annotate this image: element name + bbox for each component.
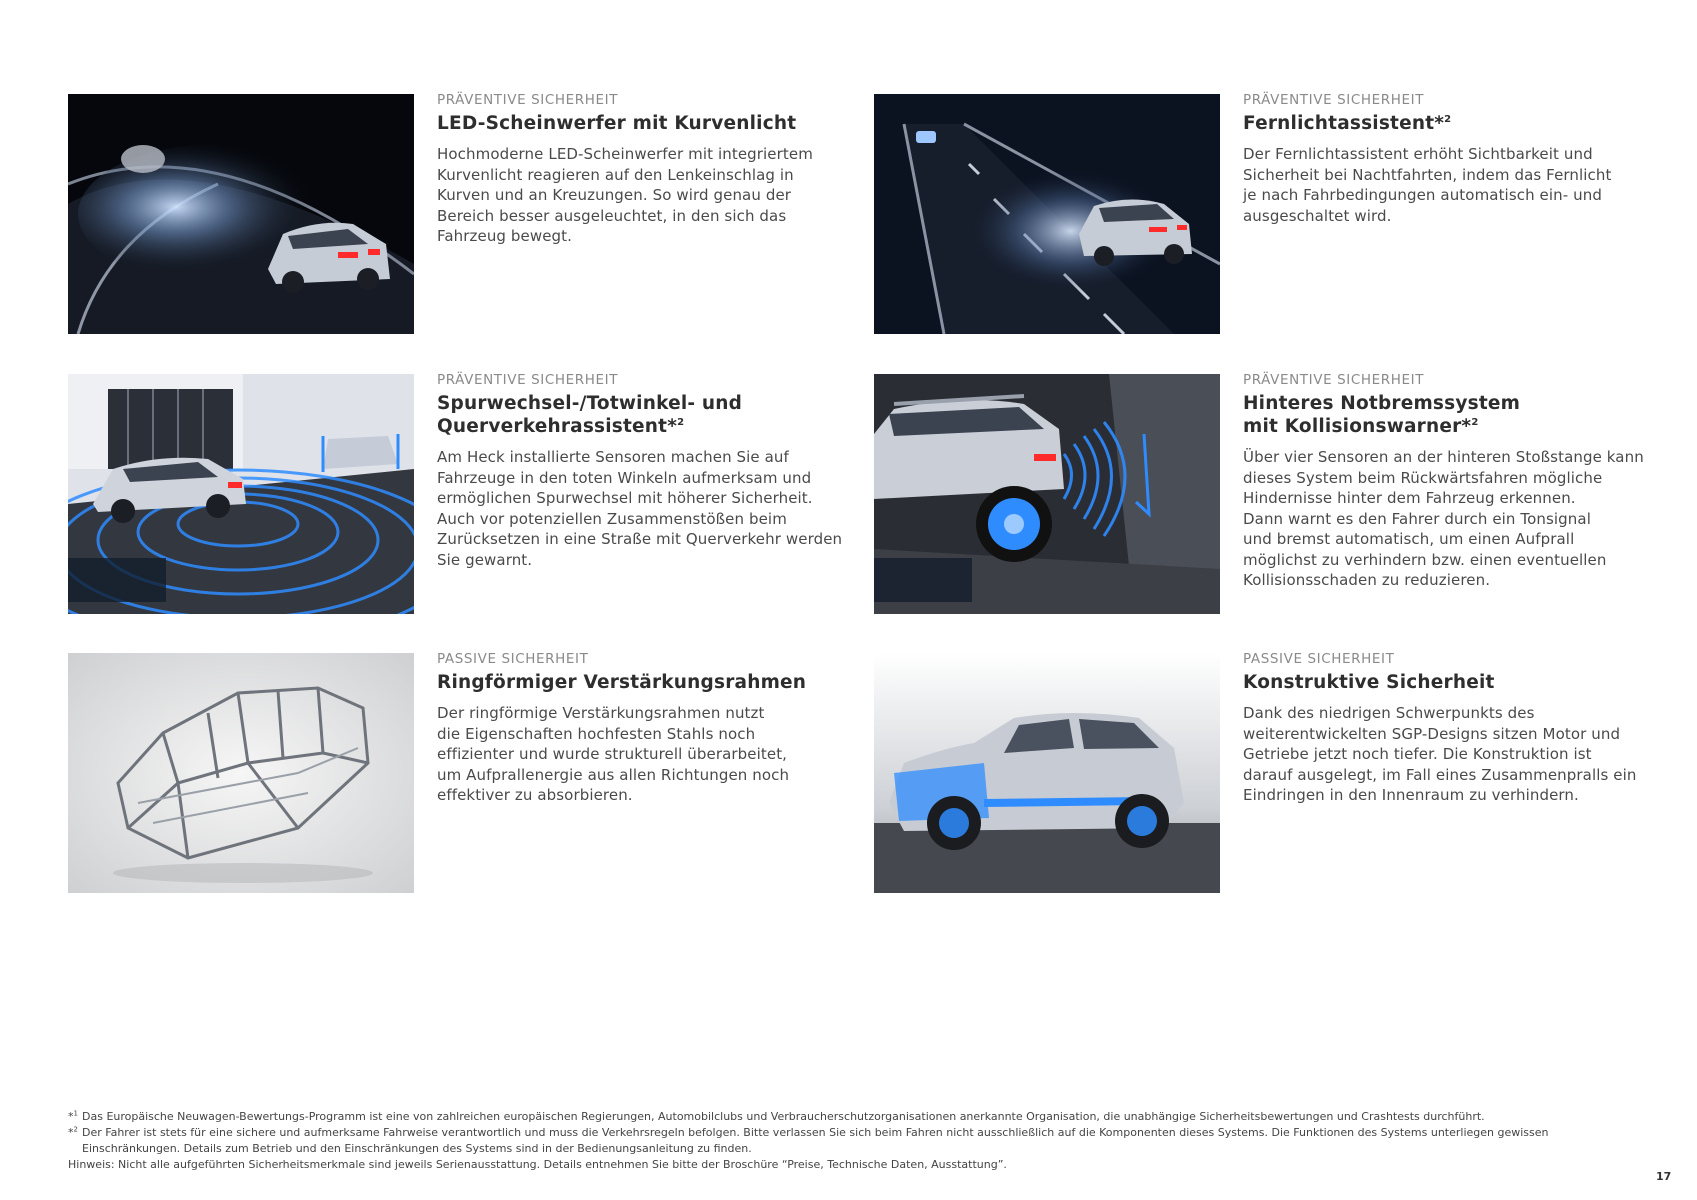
feature-led-headlights [68, 94, 868, 334]
alert-icons-badge [68, 558, 166, 602]
led-headlights-image [68, 94, 414, 334]
equipment-note: Hinweis: Nicht alle aufgeführten Sicherheitsmerkmale sind jeweils Serienausstattung. Details entnehmen Sie bitte der Broschüre “Preise, Technische Daten, Ausstattung”. [68, 1158, 1007, 1171]
feature-description: Der ringförmige Verstärkungsrahmen nutzt die Eigenschaften hochfesten Stahls noch effizienter und wurde strukturell überarbeitet, um Aufprallenergie aus allen Richtungen noch effektiver zu absorbieren. [437, 704, 790, 804]
feature-description: Der Fernlichtassistent erhöht Sichtbarkeit und Sicherheit bei Nachtfahrten, indem das Fernlicht je nach Fahrbedingungen automatisch ein- und ausgeschaltet wird. [1243, 145, 1612, 225]
feature-category: PASSIVE SICHERHEIT [437, 651, 589, 667]
feature-title: Ringförmiger Verstärkungsrahmen [437, 672, 807, 693]
blind-spot-assist-image [68, 374, 414, 614]
feature-description: Über vier Sensoren an der hinteren Stoßstange kann dieses System beim Rückwärtsfahren mögliche Hindernisse hinter dem Fahrzeug erkennen. Dann warnt es den Fahrer durch ein Tonsignal und bremst automatisch, um einen Aufprall möglichst zu verhindern bzw. einen eventuellen Kollisionsschaden zu reduzieren. [1243, 448, 1644, 589]
feature-description: Am Heck installierte Sensoren machen Sie auf Fahrzeuge in den toten Winkeln aufmerksam und ermöglichen Spurwechsel mit höherer Sicherheit. Auch vor potenziellen Zusammenstößen beim Zurücksetzen in eine Straße mit Querverkehr werden Sie gewarnt. [437, 448, 843, 569]
feature-title: Konstruktive Sicherheit [1243, 672, 1495, 693]
feature-high-beam-assist [874, 94, 1674, 334]
feature-title: Spurwechsel-/Totwinkel- und Querverkehrassistent*$^2$ [437, 393, 743, 437]
reverse-braking-image [874, 374, 1220, 614]
feature-title: Hinteres Notbremssystem mit Kollisionswarner*$^2$ [1243, 393, 1521, 437]
alert-icons-badge [874, 558, 972, 602]
feature-description: Dank des niedrigen Schwerpunkts des weiterentwickelten SGP-Designs sitzen Motor und Getriebe jetzt noch tiefer. Die Konstruktion ist darauf ausgelegt, im Fall eines Zusammenpralls ein Eindringen in den Innenraum zu verhindern. [1243, 704, 1637, 804]
feature-structural-safety [874, 653, 1674, 893]
feature-category: PRÄVENTIVE SICHERHEIT [1243, 92, 1425, 108]
car-cutaway-illustration [874, 653, 1220, 893]
high-beam-assist-image [874, 94, 1220, 334]
footnote-1: *$^1$ Das Europäische Neuwagen-Bewertungs-Programm ist eine von zahlreichen europäischen Regierungen, Automobilclubs und Verbraucherschutzorganisationen anerkannte Organisation, die unabhängige Sicherheitsbewertungen und Crashtests durchführt. [68, 1109, 1485, 1123]
footnotes [68, 1109, 1638, 1173]
feature-category: PRÄVENTIVE SICHERHEIT [1243, 372, 1425, 388]
feature-category: PRÄVENTIVE SICHERHEIT [437, 92, 619, 108]
night-road-car-illustration [874, 94, 1220, 334]
feature-category: PRÄVENTIVE SICHERHEIT [437, 372, 619, 388]
feature-blind-spot-assist [68, 374, 868, 614]
feature-category: PASSIVE SICHERHEIT [1243, 651, 1395, 667]
structural-safety-image [874, 653, 1220, 893]
feature-description: Hochmoderne LED-Scheinwerfer mit integriertem Kurvenlicht reagieren auf den Lenkeinschlag in Kurven und an Kreuzungen. So wird genau der Bereich besser ausgeleuchtet, in den sich das Fahrzeug bewegt. [437, 145, 813, 245]
footnote-2: *$^2$ Der Fahrer ist stets für eine sichere und aufmerksame Fahrweise verantwortlich und muss die Verkehrsregeln befolgen. Bitte verlassen Sie sich beim Fahren nicht ausschließlich auf die Komponenten dieses Systems. Die Funktionen des Systems unterliegen gewissen Einschränkungen. Details zum Betrieb und den Einschränkungen des Systems sind in der Bedienungsanleitung zu finden. [68, 1125, 1549, 1155]
feature-title: LED-Scheinwerfer mit Kurvenlicht [437, 113, 797, 134]
night-curve-car-illustration [68, 94, 414, 334]
feature-reverse-braking [874, 374, 1674, 614]
body-frame-illustration [68, 653, 414, 893]
feature-title: Fernlichtassistent*$^2$ [1243, 113, 1452, 134]
feature-ring-frame [68, 653, 868, 893]
ring-frame-image [68, 653, 414, 893]
page-number: 17 [1656, 1170, 1672, 1183]
